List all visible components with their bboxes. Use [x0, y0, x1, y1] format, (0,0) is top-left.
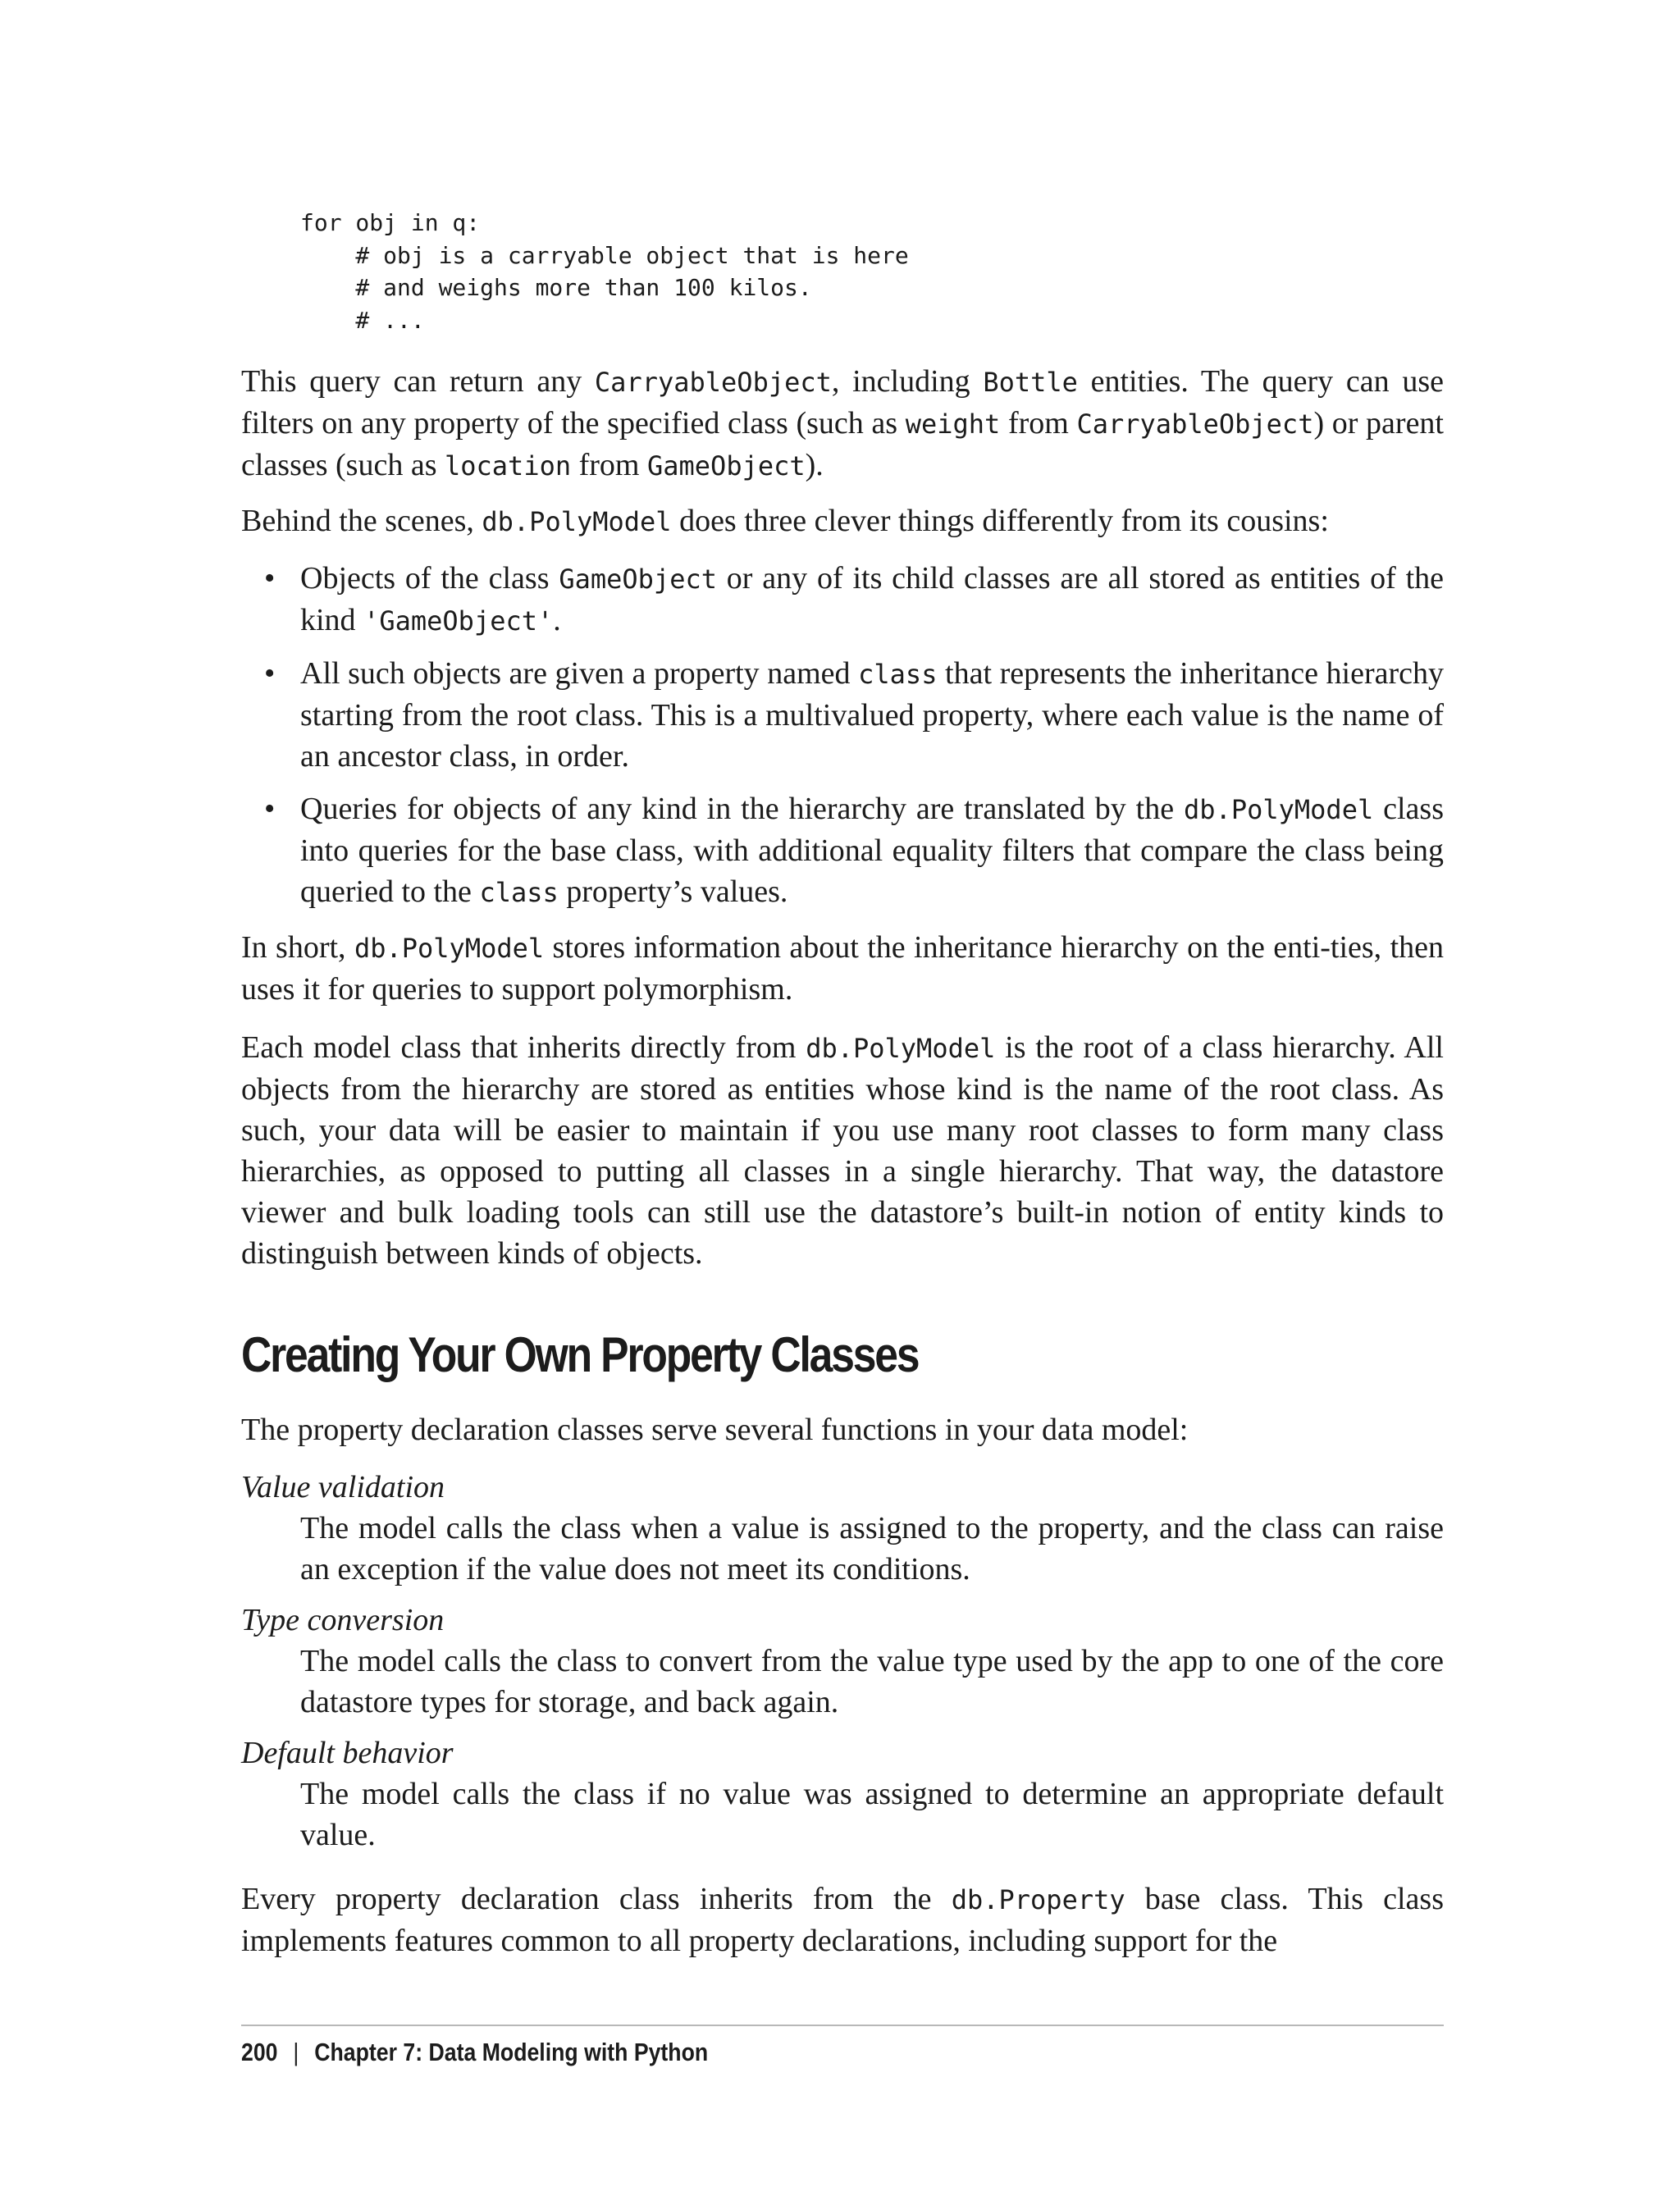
inline-code: location	[444, 450, 572, 482]
definition-term: Value validation	[241, 1470, 445, 1504]
inline-code: class	[858, 659, 938, 690]
inline-code: CarryableObject	[594, 367, 832, 398]
code-line: # ...	[300, 306, 425, 334]
list-item: • All such objects are given a property named class that represents the inheritance hierarchy starting from the root class. This is a multivalued property, where each value is the name of an ancestor class, in order.	[241, 653, 1444, 777]
inline-code: CarryableObject	[1076, 409, 1314, 440]
bullet-list	[241, 558, 1444, 924]
paragraph-query-return: This query can return any CarryableObject, including Bottle entities. The query can use filters on any property of the specified class (such as weight from CarryableObject) or parent classes (such as location from GameObject).	[241, 364, 1444, 482]
bullet-icon: •	[264, 656, 276, 691]
paragraph-every-property: Every property declaration class inherits from the db.Property base class. This class implements features common to all property declarations, including support for the	[241, 1882, 1444, 1958]
definition-description: The model calls the class when a value is assigned to the property, and the class can raise an exception if the value does not meet its conditions.	[300, 1511, 1444, 1586]
chapter-title: Chapter 7: Data Modeling with Python	[314, 2038, 709, 2066]
definition-description: The model calls the class to convert from the value type used by the app to one of the core datastore types for storage, and back again.	[300, 1644, 1444, 1719]
inline-code: class	[479, 877, 559, 908]
definition-description: The model calls the class if no value was assigned to determine an appropriate default value.	[300, 1777, 1444, 1852]
paragraph-each-model-class: Each model class that inherits directly from db.PolyModel is the root of a class hierarchy. All objects from the hierarchy are stored as entities whose kind is the name of the root class. As such, your data will be easier to maintain if you use many root classes to form many class hierarchies, as opposed to putting all classes in a single hierarchy. That way, the datastore viewer and bulk loading tools can still use the datastore’s built-in notion of entity kinds to distinguish between kinds of objects.	[241, 1030, 1444, 1271]
inline-code: GameObject	[559, 564, 717, 595]
bullet-icon: •	[264, 792, 276, 826]
inline-code: db.PolyModel	[806, 1033, 996, 1064]
list-item: • Objects of the class GameObject or any of its child classes are all stored as entities of the kind 'GameObject'.	[241, 558, 1444, 641]
paragraph-in-short: In short, db.PolyModel stores information about the inheritance hierarchy on the enti-ties, then uses it for queries to support polymorphism.	[241, 930, 1445, 1007]
inline-code: db.PolyModel	[482, 506, 672, 537]
code-block	[300, 207, 909, 336]
definition-list	[241, 1467, 1444, 1865]
code-line: for obj in q:	[300, 209, 481, 236]
paragraph-behind-scenes: Behind the scenes, db.PolyModel does three clever things differently from its cousins:	[241, 504, 1329, 538]
code-line: # obj is a carryable object that is here	[300, 241, 909, 269]
bullet-icon: •	[264, 561, 276, 596]
inline-code: 'GameObject'	[363, 605, 554, 637]
page-footer	[241, 2036, 708, 2069]
list-item: • Queries for objects of any kind in the hierarchy are translated by the db.PolyModel class into queries for the base class, with additional equality filters that compare the class being queried to the class property’s values.	[241, 788, 1444, 913]
footer-separator: |	[293, 2038, 299, 2066]
section-heading: Creating Your Own Property Classes	[241, 1327, 919, 1382]
definition-term: Default behavior	[241, 1736, 454, 1770]
inline-code: weight	[905, 409, 1001, 440]
inline-code: db.PolyModel	[1184, 794, 1374, 825]
inline-code: db.PolyModel	[354, 933, 545, 964]
footer-divider	[241, 2025, 1444, 2026]
definition-term: Type conversion	[241, 1603, 445, 1637]
inline-code: db.Property	[951, 1884, 1125, 1915]
paragraph-intro-functions: The property declaration classes serve several functions in your data model:	[241, 1413, 1189, 1447]
page-number: 200	[241, 2038, 278, 2066]
inline-code: Bottle	[983, 367, 1078, 398]
inline-code: GameObject	[646, 450, 806, 482]
code-line: # and weighs more than 100 kilos.	[300, 274, 812, 301]
